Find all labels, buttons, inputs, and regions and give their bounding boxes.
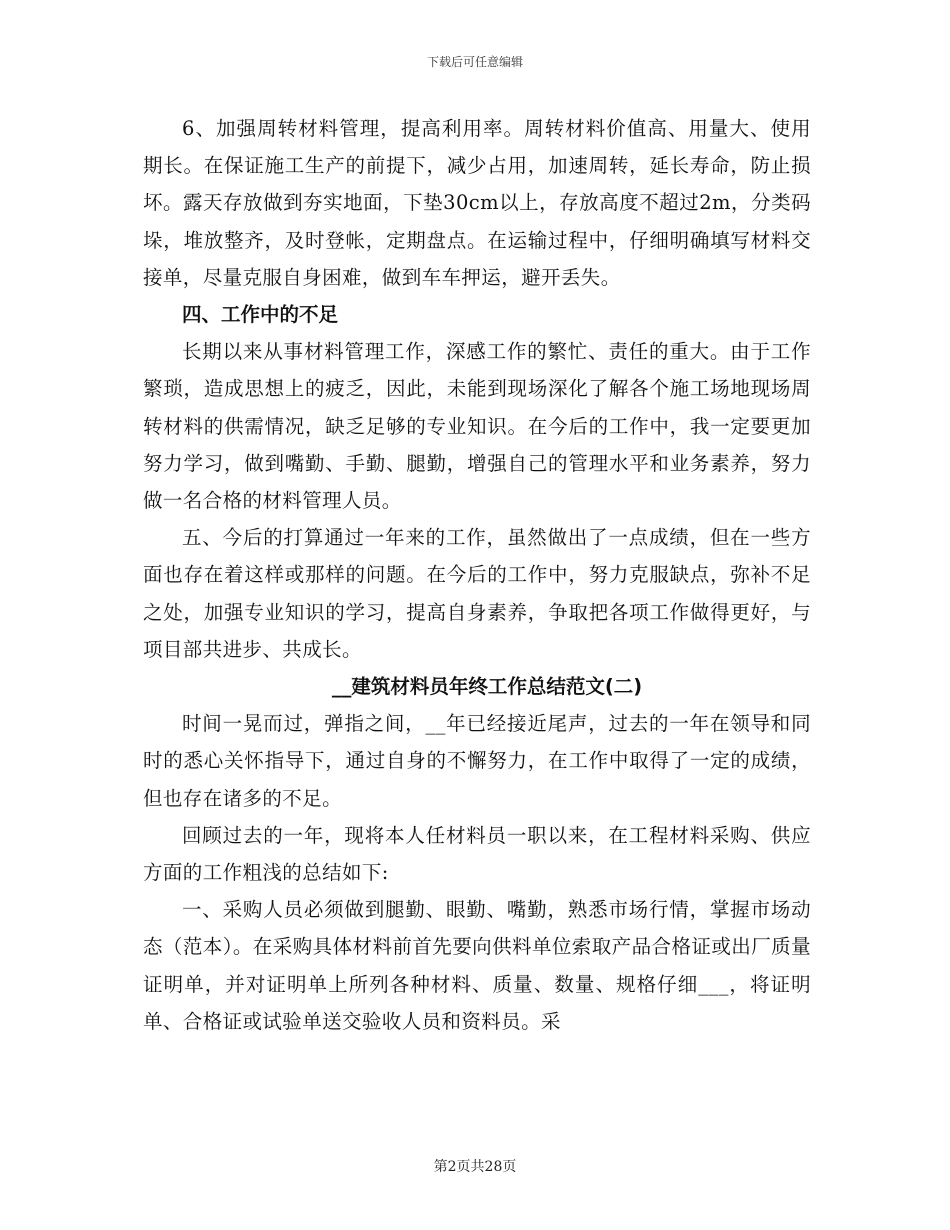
paragraph-purchasing: 一、采购人员必须做到腿勤、眼勤、嘴勤，熟悉市场行情，掌握市场动态（范本）。在采购具体材料前首先要向供料单位索取产品合格证或出厂质量证明单，并对证明单上所列各种材料、质量、数量、规格仔细___，将证明单、合格证或试验单送交验收人员和资料员。采 (143, 898, 811, 1033)
paragraph-intro: 时间一晃而过，弹指之间，__年已经接近尾声，过去的一年在领导和同时的悉心关怀指导下，通过自身的不懈努力，在工作中取得了一定的成绩，但也存在诸多的不足。 (143, 712, 811, 810)
paragraph-future-plans: 五、今后的打算通过一年来的工作，虽然做出了一点成绩，但在一些方面也存在着这样或那样的问题。在今后的工作中，努力克服缺点，弥补不足之处，加强专业知识的学习，提高自身素养，争取把各项工作做得更好，与项目部共进步、共成长。 (143, 526, 811, 661)
paragraph-review: 回顾过去的一年，现将本人任材料员一职以来，在工程材料采购、供应方面的工作粗浅的总结如下: (143, 823, 811, 885)
section-heading-shortcomings: 四、工作中的不足 (182, 303, 339, 327)
document-body (143, 110, 811, 1040)
paragraph-turnover-materials: 6、加强周转材料管理，提高利用率。周转材料价值高、用量大、使用期长。在保证施工生产的前提下，减少占用，加速周转，延长寿命，防止损坏。露天存放做到夯实地面，下垫30cm以上，存放高度不超过2m，分类码垛，堆放整齐，及时登帐，定期盘点。在运输过程中，仔细明确填写材料交接单，尽量克服自身困难，做到车车押运，避开丢失。 (143, 117, 811, 289)
page-header-note: 下载后可任意编辑 (426, 55, 523, 69)
document-subtitle: __建筑材料员年终工作总结范文(二) (331, 675, 643, 699)
paragraph-shortcomings: 长期以来从事材料管理工作，深感工作的繁忙、责任的重大。由于工作繁琐，造成思想上的疲乏，因此，未能到现场深化了解各个施工场地现场周转材料的供需情况，缺乏足够的专业知识。在今后的工作中，我一定要更加努力学习，做到嘴勤、手勤、腿勤，增强自己的管理水平和业务素养，努力做一名合格的材料管理人员。 (143, 340, 811, 513)
page-number-footer: 第2页共28页 (433, 1159, 517, 1175)
